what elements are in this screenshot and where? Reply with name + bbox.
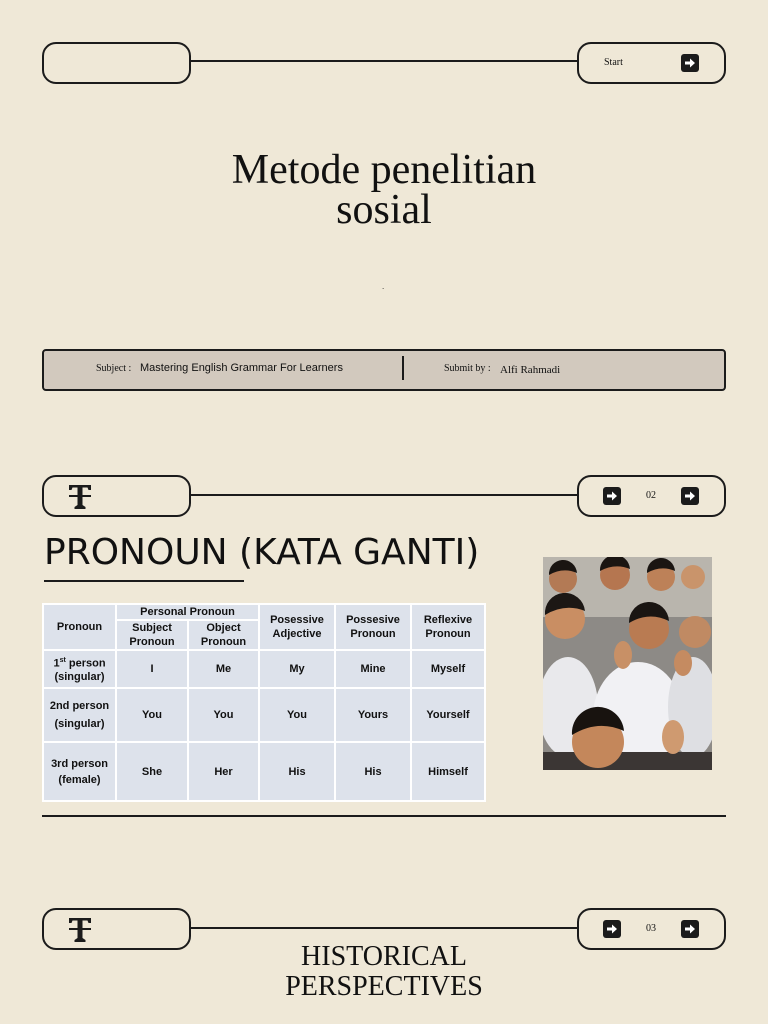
- title-line-1: Metode penelitian: [231, 147, 537, 193]
- title-line-2: PERSPECTIVES: [285, 971, 483, 1002]
- title-underline: [44, 580, 244, 582]
- slide3-header-line: [189, 927, 579, 929]
- arrow-right-icon[interactable]: [681, 54, 699, 72]
- start-label: Start: [604, 57, 623, 68]
- header-pronoun: Pronoun: [43, 604, 116, 650]
- header-subject: Subject Pronoun: [116, 620, 188, 650]
- slide2-header-line: [189, 494, 579, 496]
- subject-bar: [42, 349, 726, 391]
- cell-reflexive: Yourself: [411, 688, 485, 742]
- cell-subject: You: [116, 688, 188, 742]
- arrow-right-icon[interactable]: [681, 920, 699, 938]
- t-logo-icon: [68, 483, 92, 511]
- cell-reflexive: Himself: [411, 742, 485, 801]
- section-divider: [42, 815, 726, 817]
- cell-subject: She: [116, 742, 188, 801]
- arrow-right-icon[interactable]: [603, 487, 621, 505]
- header-personal: Personal Pronoun: [116, 604, 259, 620]
- cell-object: Me: [188, 650, 259, 688]
- cell-pos-adj: His: [259, 742, 335, 801]
- cell-pos-pron: His: [335, 742, 411, 801]
- table-row: [43, 688, 485, 742]
- subject-divider: [402, 356, 404, 380]
- pronoun-title: PRONOUN (KATA GANTI): [44, 532, 480, 573]
- cell-object: You: [188, 688, 259, 742]
- cell-object: Her: [188, 742, 259, 801]
- slide3-title: [0, 942, 768, 1002]
- title-line-2: sosial: [336, 187, 432, 233]
- submit-value: Alfi Rahmadi: [500, 364, 561, 376]
- header-pos-adj: Posessive Adjective: [259, 604, 335, 650]
- decor-dot: .: [382, 282, 385, 291]
- row-label: 3rd person (female): [43, 742, 116, 801]
- row-label: 2nd person (singular): [43, 688, 116, 742]
- slide2-nav-pill: [577, 475, 726, 517]
- row-label: 1st person (singular): [43, 650, 116, 688]
- t-logo-icon: [68, 916, 92, 944]
- title-line-1: HISTORICAL: [301, 941, 467, 972]
- header-pos-pron: Possesive Pronoun: [335, 604, 411, 650]
- header-line: [189, 60, 579, 62]
- slide1-title: [0, 147, 768, 233]
- subject-value: Mastering English Grammar For Learners: [140, 362, 343, 374]
- start-pill[interactable]: [577, 42, 726, 84]
- cell-subject: I: [116, 650, 188, 688]
- header-left-pill: [42, 42, 191, 84]
- submit-label: Submit by :: [444, 363, 491, 374]
- table-row: [43, 650, 485, 688]
- cell-pos-adj: You: [259, 688, 335, 742]
- cell-pos-adj: My: [259, 650, 335, 688]
- header-reflexive: Reflexive Pronoun: [411, 604, 485, 650]
- cell-pos-pron: Yours: [335, 688, 411, 742]
- cell-pos-pron: Mine: [335, 650, 411, 688]
- page-number: 03: [646, 923, 656, 934]
- arrow-right-icon[interactable]: [681, 487, 699, 505]
- cell-reflexive: Myself: [411, 650, 485, 688]
- arrow-right-icon[interactable]: [603, 920, 621, 938]
- subject-label: Subject :: [96, 363, 132, 374]
- page-number: 02: [646, 490, 656, 501]
- pronoun-table: [42, 603, 486, 802]
- children-photo: [543, 557, 712, 770]
- header-object: Object Pronoun: [188, 620, 259, 650]
- table-row: [43, 742, 485, 801]
- slide2-left-pill: [42, 475, 191, 517]
